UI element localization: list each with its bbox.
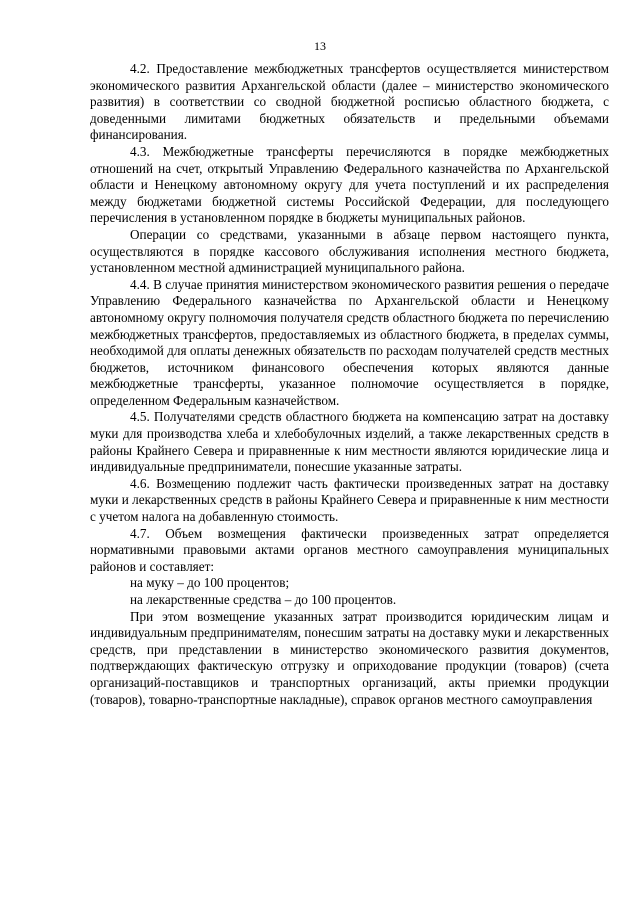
list-item-flour: на муку – до 100 процентов;	[130, 575, 290, 591]
paragraph-4-3-operations: Операции со средствами, указанными в абзаце первом настоящего пункта, осуществляются в порядке кассового обслуживания исполнения местного бюджета, установленном местной администрацией муниципального района.	[90, 226, 609, 276]
list-item-medicines: на лекарственные средства – до 100 процентов.	[130, 592, 397, 607]
paragraph-4-3: 4.3. Межбюджетные трансферты перечисляются в порядке межбюджетных отношений на счет, открытый Управлению Федерального казначейства по Архангельской области и Ненецкому автономному округу для учета поступлений и их распределения между бюджетами бюджетной системы Российской Федерации, для последующего перечисления в установленном порядке в бюджеты муниципальных районов.	[90, 143, 609, 226]
paragraph-4-7: 4.7. Объем возмещения фактически произведенных затрат определяется нормативными правовыми актами органов местного самоуправления муниципальных районов и составляет:	[90, 525, 609, 574]
page-number: 13	[314, 39, 326, 53]
paragraph-reimbursement-conditions: При этом возмещение указанных затрат производится юридическим лицам и индивидуальным предпринимателям, понесшим затраты на доставку муки и лекарственных средств, при представлении в министерство экономического развития документов, подтверждающих фактическую отгрузку и оприходование продукции (товаров) (счета организаций-поставщиков и транспортных организаций, акты приемки продукции (товаров), товарно-транспортные накладные), справок органов местного самоуправления	[90, 608, 609, 707]
paragraph-4-2: 4.2. Предоставление межбюджетных трансфертов осуществляется министерством экономического развития Архангельской области (далее – министерство экономического развития) в соответствии со сводной бюджетной росписью областного бюджета, с доведенными лимитами бюджетных обязательств и предельными объемами финансирования.	[90, 61, 609, 143]
paragraph-4-6: 4.6. Возмещению подлежит часть фактически произведенных затрат на доставку муки и лекарственных средств в районы Крайнего Севера и приравненные к ним местности с учетом налога на добавленную стоимость.	[90, 475, 609, 525]
paragraph-4-4: 4.4. В случае принятия министерством экономического развития решения о передаче Управлению Федерального казначейства по Архангельской области и Ненецкому автономному округу полномочия получателя средств областного бюджета по перечислению межбюджетных трансфертов, предоставляемых из областного бюджета, в пределах суммы, необходимой для оплаты денежных обязательств по расходам получателей средств местных бюджетов, источником финансового обеспечения которых являются данные межбюджетные трансферты, указанное полномочие осуществляется в порядке, определенном Федеральным казначейством.	[90, 276, 609, 408]
paragraph-4-5: 4.5. Получателями средств областного бюджета на компенсацию затрат на доставку муки для производства хлеба и хлебобулочных изделий, а также лекарственных средств в районы Крайнего Севера и приравненные к ним местности являются юридические лица и индивидуальные предприниматели, понесшие указанные затраты.	[90, 409, 609, 475]
document-body	[90, 61, 609, 708]
